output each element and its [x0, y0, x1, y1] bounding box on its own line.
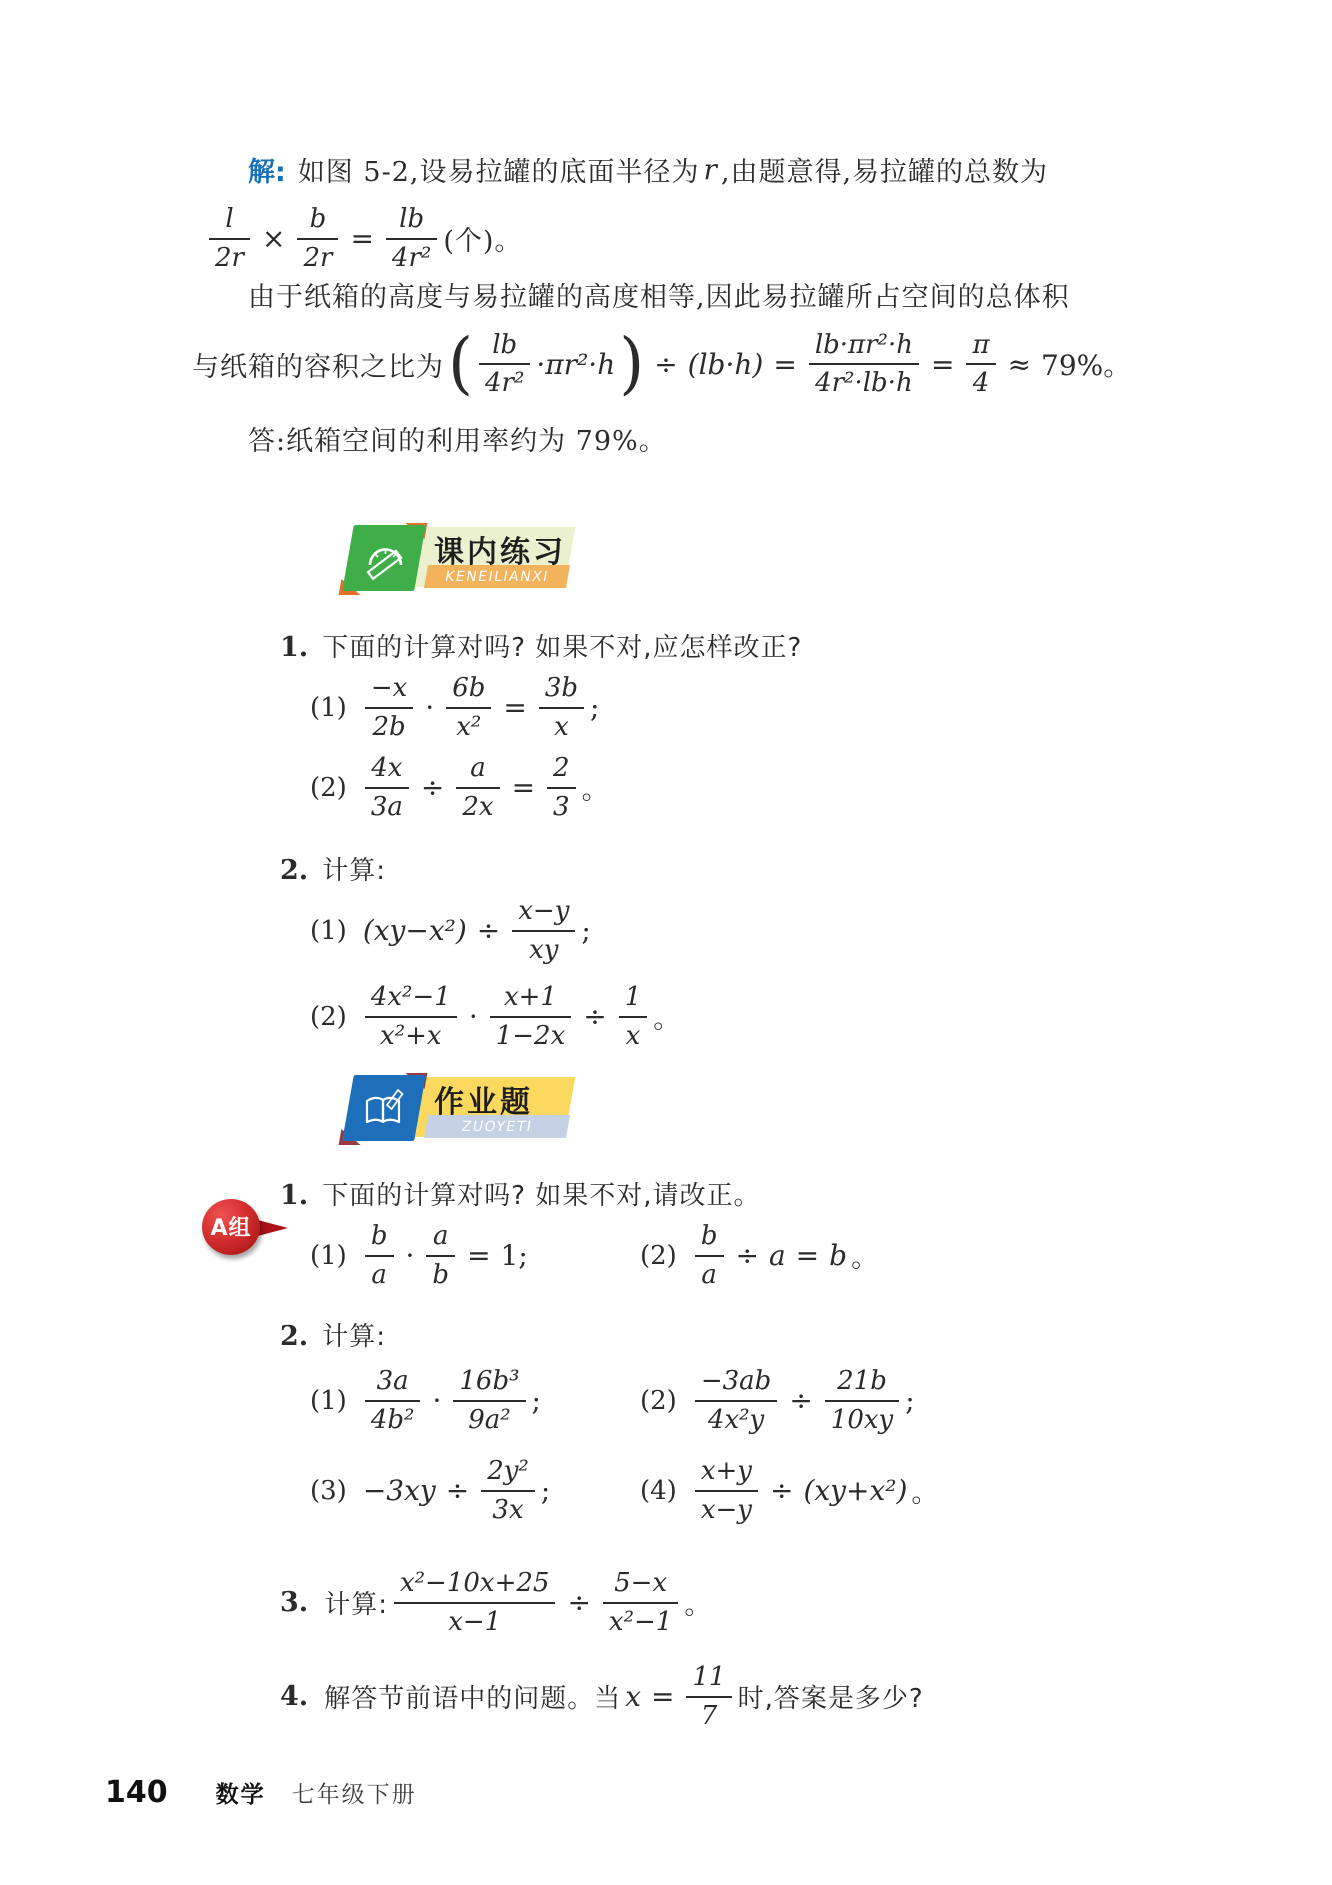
- math-token: =: [503, 691, 527, 725]
- homework-q2-item-4: [640, 1449, 941, 1533]
- fraction: $\frac{11}{7}$: [686, 1661, 731, 1732]
- math-token: ·: [425, 691, 435, 725]
- math-token: ÷: [789, 1384, 813, 1418]
- math-token: a: [768, 1239, 786, 1273]
- homework-question-3-formula: [322, 1567, 714, 1638]
- math-token: ;: [540, 1474, 551, 1508]
- fraction: $\frac{5-x}{\text{x²−1}}$: [603, 1567, 678, 1638]
- fraction: $\frac{x+1}{1-2x}$: [490, 981, 572, 1052]
- math-token: (1): [310, 692, 347, 723]
- math-token: 与纸箱的容积之比为: [192, 351, 444, 383]
- math-token: ÷: [567, 1586, 591, 1620]
- homework-question-3-number: 3.: [280, 1587, 309, 1619]
- math-token: (xy+x²): [803, 1474, 908, 1508]
- solution-intro-line: [248, 150, 1150, 189]
- math-token: ·πr²·h: [536, 347, 616, 381]
- math-token: =: [350, 222, 374, 255]
- math-token: ;: [905, 1384, 915, 1418]
- fraction: $\frac{l}{2r}$: [209, 203, 250, 274]
- math-token: ;: [581, 914, 591, 948]
- math-token: 。: [684, 1590, 713, 1622]
- homework-q2-item-1: [310, 1359, 640, 1443]
- homework-q2-row-1: [190, 1359, 1150, 1443]
- homework-q2-item-2: [640, 1359, 917, 1443]
- math-token: 。: [911, 1478, 940, 1510]
- homework-q1-item-1: [310, 1218, 640, 1294]
- homework-q2-row-2: [190, 1449, 1150, 1533]
- math-token: =: [931, 347, 955, 381]
- fraction: $\frac{lb}{\text{4r²}}$: [386, 203, 437, 274]
- math-token: ÷: [654, 347, 678, 381]
- homework-question-1-text: 下面的计算对吗? 如果不对,请改正。: [322, 1180, 761, 1211]
- math-token: (3): [310, 1475, 347, 1506]
- math-token: ×: [261, 222, 286, 255]
- page-content: [190, 150, 1150, 1737]
- math-token: (lb·h): [687, 347, 764, 381]
- math-token: ÷: [583, 1000, 607, 1034]
- math-token: ;: [531, 1384, 541, 1418]
- homework-q1-row: [190, 1218, 1150, 1294]
- math-token: ÷: [420, 771, 445, 805]
- homework-question-1: [280, 1175, 1150, 1212]
- math-token: =: [795, 1239, 820, 1273]
- homework-question-4: [280, 1657, 1150, 1737]
- fraction: $\frac{b}{a}$: [365, 1220, 394, 1291]
- practice-question-1-text: 下面的计算对吗? 如果不对,应怎样改正?: [322, 632, 803, 663]
- math-token: x: [625, 1680, 641, 1714]
- fraction: $\frac{lb}{\text{4r²}}$: [479, 329, 530, 400]
- practice-q1-item-2: [310, 750, 1150, 826]
- math-token: 。: [851, 1243, 880, 1275]
- practice-q2-item-2: [310, 975, 1150, 1059]
- footer-book-title: 七年级下册: [291, 1782, 417, 1808]
- homework-question-4-formula: [322, 1661, 925, 1732]
- practice-question-2-number: 2.: [280, 854, 309, 886]
- math-token: 。: [581, 775, 610, 807]
- homework-question-1-number: 1.: [280, 1179, 309, 1211]
- practice-question-2: [280, 850, 1150, 887]
- fraction: $\frac{x-y}{xy}$: [512, 895, 575, 966]
- protractor-ruler-icon: [342, 525, 426, 591]
- math-token: =: [511, 771, 536, 805]
- math-token: 如图 5-2,设易拉罐的底面半径为: [297, 157, 700, 188]
- math-token: (1): [310, 1240, 347, 1271]
- fraction: $\frac{\text{4x²−1}}{\text{x²+x}}$: [365, 981, 457, 1052]
- math-token: ÷: [445, 1474, 470, 1508]
- practice-badge-subtitle: KENEILIANXI: [424, 565, 570, 588]
- fraction: $\frac{-3ab}{\text{4x²y}}$: [695, 1365, 777, 1436]
- fraction: $\frac{-x}{2b}$: [365, 672, 413, 743]
- math-token: (4): [640, 1475, 677, 1506]
- math-token: r: [703, 153, 717, 186]
- math-token: (个)。: [443, 226, 523, 257]
- homework-section-badge: [348, 1075, 588, 1141]
- solution-paragraph-2: 由于纸箱的高度与易拉罐的高度相等,因此易拉罐所占空间的总体积: [248, 282, 1070, 313]
- fraction: $\frac{\text{x²−10x+25}}{x-1}$: [394, 1567, 556, 1638]
- homework-q1-item-2: [640, 1218, 881, 1294]
- solution-answer: 答:纸箱空间的利用率约为 79%。: [248, 426, 667, 458]
- practice-question-1: [280, 627, 1150, 664]
- homework-badge-title: 作业题: [434, 1084, 533, 1120]
- homework-badge-subtitle: ZUOYETI: [424, 1115, 570, 1138]
- math-token: ÷: [735, 1239, 759, 1273]
- math-token: b: [829, 1239, 848, 1273]
- fraction: $\frac{a}{2x}$: [456, 752, 499, 823]
- math-token: =: [773, 347, 797, 381]
- math-token: ·: [432, 1384, 442, 1418]
- fraction: $\frac{b}{a}$: [695, 1220, 724, 1291]
- math-token: ≈: [1007, 347, 1032, 381]
- group-a-label: A组: [202, 1199, 260, 1255]
- book-pencil-icon: [342, 1075, 426, 1141]
- math-token: 1;: [500, 1239, 528, 1273]
- page-footer: [105, 1775, 417, 1810]
- fraction: $\frac{\text{lb·πr²·h}}{\text{4r²·lb·h}}$: [809, 329, 919, 400]
- solution-label: 解:: [248, 157, 286, 188]
- math-token: (2): [310, 772, 347, 803]
- math-token: ,由题意得,易拉罐的总数为: [720, 157, 1049, 188]
- practice-q1-item-1: [310, 670, 1150, 746]
- math-token: =: [651, 1680, 675, 1714]
- math-token: 计算:: [324, 1590, 388, 1621]
- fraction: $\frac{2}{3}$: [547, 752, 576, 823]
- math-token: 解答节前语中的问题。当: [324, 1684, 622, 1715]
- group-a-badge: [202, 1199, 302, 1263]
- homework-q2-item-3: [310, 1449, 640, 1533]
- math-token: 。: [653, 1004, 682, 1036]
- math-token: ÷: [769, 1474, 794, 1508]
- fraction: $\frac{6b}{\text{x²}}$: [446, 672, 491, 743]
- math-token: ·: [405, 1239, 415, 1273]
- fraction: $\frac{3a}{\text{4b²}}$: [365, 1365, 421, 1436]
- homework-body: [190, 1175, 1150, 1737]
- fraction: $\frac{21b}{10xy}$: [825, 1365, 899, 1436]
- solution-intro-text: [296, 150, 1050, 189]
- solution-formula-total-cans: [205, 203, 1150, 274]
- homework-question-4-number: 4.: [280, 1681, 309, 1713]
- page-number: 140: [105, 1775, 168, 1810]
- homework-question-2-number: 2.: [280, 1320, 309, 1352]
- fraction: $\frac{a}{b}$: [426, 1220, 455, 1291]
- fraction: $\frac{3b}{x}$: [539, 672, 584, 743]
- practice-question-2-text: 计算:: [322, 855, 386, 886]
- math-token: 79%。: [1041, 349, 1132, 383]
- math-token: (xy−x²): [362, 914, 467, 948]
- solution-formula-volume-ratio: [190, 320, 1150, 408]
- math-token: (2): [640, 1385, 677, 1416]
- math-token: (2): [640, 1240, 677, 1271]
- fraction: $\frac{4x}{3a}$: [365, 752, 409, 823]
- fraction: $\frac{b}{2r}$: [297, 203, 338, 274]
- math-token: ÷: [476, 914, 501, 948]
- practice-section-badge: [348, 525, 588, 591]
- fraction: $\frac{\text{16b³}}{\text{9a²}}$: [453, 1365, 525, 1436]
- fraction: $\frac{\text{2y²}}{3x}$: [481, 1455, 535, 1526]
- math-token: (1): [310, 1385, 347, 1416]
- math-token: (2): [310, 1001, 347, 1032]
- math-token: −3xy: [362, 1474, 436, 1508]
- homework-question-2: [280, 1316, 1150, 1353]
- footer-subject: 数学: [215, 1782, 266, 1808]
- homework-question-2-text: 计算:: [322, 1321, 386, 1352]
- math-token: ;: [590, 691, 600, 725]
- fraction: $\frac{1}{x}$: [619, 981, 648, 1052]
- math-token: =: [467, 1239, 491, 1273]
- math-token: 时,答案是多少?: [737, 1684, 924, 1715]
- math-token: ·: [468, 1000, 478, 1034]
- fraction: $\frac{x+y}{x-y}$: [695, 1455, 758, 1526]
- math-token: ): [619, 324, 645, 403]
- math-token: (1): [310, 915, 347, 946]
- practice-q2-item-1: [310, 891, 1150, 971]
- homework-question-3: [280, 1561, 1150, 1645]
- fraction: $\frac{\pi}{4}$: [966, 329, 995, 400]
- practice-question-1-number: 1.: [280, 631, 309, 663]
- practice-badge-title: 课内练习: [434, 534, 566, 570]
- math-token: (: [448, 324, 473, 403]
